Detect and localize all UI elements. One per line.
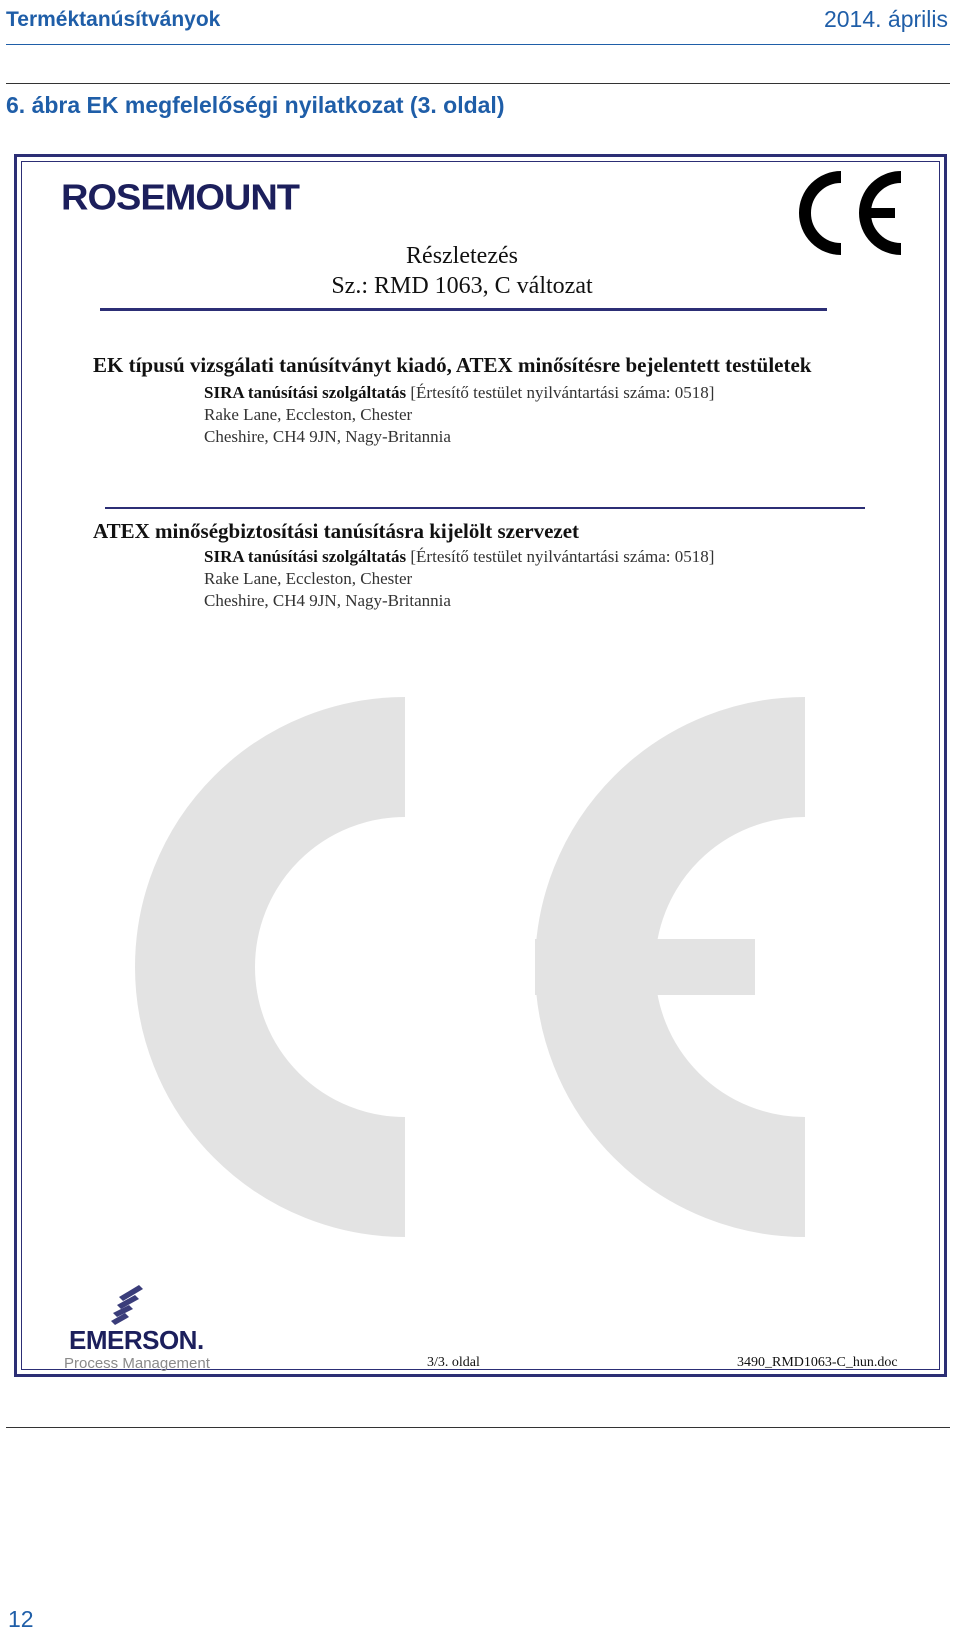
section-title: Terméktanúsítványok (6, 8, 221, 31)
notified-body-name (204, 383, 714, 403)
address-line: Cheshire, CH4 9JN, Nagy-Britannia (204, 427, 451, 446)
section-divider (105, 507, 865, 509)
emerson-logo-icon (65, 1285, 145, 1327)
address-line: Rake Lane, Eccleston, Chester (204, 569, 413, 588)
title-divider (100, 308, 827, 311)
org-name: SIRA tanúsítási szolgáltatás (204, 547, 407, 566)
org-registration: [Értesítő testület nyilvántartási száma: 0518] (406, 547, 715, 566)
header-divider (6, 44, 950, 45)
address-line: Cheshire, CH4 9JN, Nagy-Britannia (204, 591, 451, 610)
emerson-wordmark: EMERSON. (69, 1325, 204, 1355)
figure-caption: 6. ábra EK megfelelőségi nyilatkozat (3. oldal) (6, 92, 505, 118)
section-heading-notified-bodies: EK típusú vizsgálati tanúsítványt kiadó, ATEX minősítésre bejelentett testületek (93, 353, 812, 377)
ce-watermark-icon (105, 697, 825, 1237)
document-filename: 3490_RMD1063-C_hun.doc (737, 1355, 898, 1370)
section-heading-quality-assurance: ATEX minőségbiztosítási tanúsításra kijelölt szervezet (93, 519, 580, 543)
address-line: Rake Lane, Eccleston, Chester (204, 405, 413, 424)
page-number: 12 (8, 1606, 34, 1632)
document-subtitle: Sz.: RMD 1063, C változat (331, 273, 593, 299)
page-indicator: 3/3. oldal (427, 1355, 480, 1370)
notified-body-name (204, 547, 714, 567)
document-title: Részletezés (406, 243, 518, 269)
document-date: 2014. április (823, 6, 948, 32)
caption-divider (6, 83, 950, 84)
org-registration: [Értesítő testület nyilvántartási száma: 0518] (406, 383, 715, 402)
declaration-page (14, 154, 947, 1377)
rosemount-logo: ROSEMOUNT (61, 178, 299, 218)
org-name: SIRA tanúsítási szolgáltatás (204, 383, 407, 402)
footer-divider (6, 1427, 950, 1428)
emerson-division: Process Management (64, 1355, 210, 1372)
